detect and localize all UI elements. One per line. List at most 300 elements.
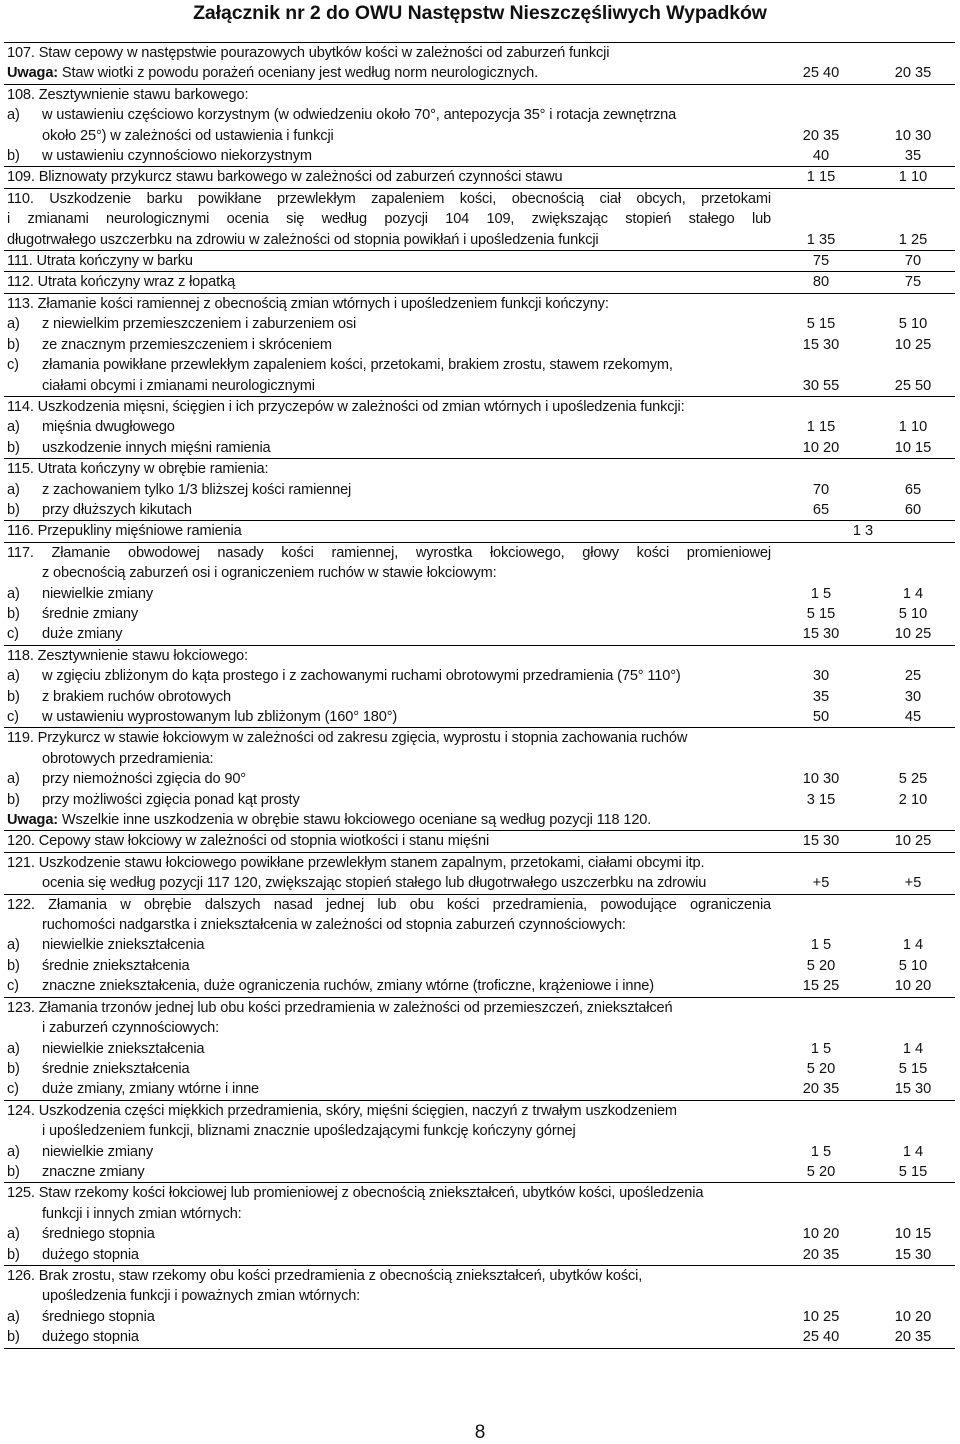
value-max: +5 bbox=[904, 875, 922, 892]
row-values bbox=[771, 459, 955, 520]
sub-item-line bbox=[4, 1224, 771, 1244]
row-description bbox=[4, 1266, 771, 1348]
value-max bbox=[871, 543, 955, 563]
item-line bbox=[4, 294, 771, 314]
value-max bbox=[871, 1266, 955, 1286]
value-min bbox=[771, 85, 871, 105]
line-text: Uwaga: Staw wiotki z powodu porażeń oceniany jest według norm neurologicznych. bbox=[7, 65, 538, 82]
value-column-2 bbox=[871, 831, 955, 851]
value-min: 10 25 bbox=[802, 1308, 840, 1325]
value-min bbox=[771, 1101, 871, 1121]
value-max: 15 30 bbox=[894, 1246, 932, 1263]
row-description bbox=[4, 85, 771, 167]
item-line bbox=[4, 810, 771, 830]
value-max bbox=[871, 1018, 955, 1038]
line-text: z zachowaniem tylko 1/3 bliższej kości ramiennej bbox=[42, 481, 352, 498]
value-column-2 bbox=[871, 167, 955, 187]
line-text: mięśnia dwugłowego bbox=[42, 419, 175, 436]
line-text: 113. Złamanie kości ramiennej z obecnością zmian wtórnych i upośledzeniem funkcji kończyny: bbox=[7, 295, 609, 312]
table-row bbox=[4, 396, 955, 458]
item-line bbox=[4, 831, 771, 851]
item-line bbox=[4, 915, 771, 935]
value-max: 2 10 bbox=[898, 791, 928, 808]
value-column-1 bbox=[771, 85, 871, 167]
item-line bbox=[4, 853, 771, 873]
value-min bbox=[771, 105, 871, 125]
line-text: z brakiem ruchów obrotowych bbox=[42, 688, 231, 705]
line-text: w ustawieniu częściowo korzystnym (w odwiedzeniu około 70°, antepozycja 35° i rotacja zewnętrzna bbox=[42, 107, 677, 124]
item-line bbox=[4, 728, 771, 748]
injury-table bbox=[4, 42, 955, 1349]
value-max: 1 4 bbox=[902, 937, 924, 954]
sub-item-label: b) bbox=[7, 1246, 20, 1263]
row-description bbox=[4, 43, 771, 84]
value-min: 50 bbox=[812, 709, 830, 725]
sub-item-label: a) bbox=[7, 668, 20, 685]
item-line bbox=[4, 209, 771, 229]
sub-item-line bbox=[4, 438, 771, 458]
table-row bbox=[4, 84, 955, 167]
value-max: 1 25 bbox=[898, 231, 928, 248]
value-min: 1 5 bbox=[810, 1040, 832, 1057]
value-max: 10 20 bbox=[894, 978, 932, 995]
value-min bbox=[771, 646, 871, 666]
row-values bbox=[771, 998, 955, 1100]
value-column-1 bbox=[771, 189, 871, 250]
value-min: 10 30 bbox=[802, 771, 840, 788]
line-text: około 25°) w zależności od ustawienia i funkcji bbox=[42, 127, 334, 144]
table-row bbox=[4, 1182, 955, 1265]
row-description bbox=[4, 521, 771, 541]
table-row bbox=[4, 997, 955, 1100]
value-min bbox=[771, 1266, 871, 1286]
line-text: obrotowych przedramienia: bbox=[42, 750, 214, 767]
value-column-2 bbox=[871, 728, 955, 830]
row-values bbox=[771, 43, 955, 84]
item-line bbox=[4, 1101, 771, 1121]
value-max bbox=[871, 1121, 955, 1141]
value-max bbox=[871, 1101, 955, 1121]
value-min bbox=[771, 1204, 871, 1224]
row-description bbox=[4, 251, 771, 271]
sub-item-line bbox=[4, 355, 771, 375]
value-max: 5 15 bbox=[898, 1163, 928, 1180]
table-row bbox=[4, 250, 955, 271]
line-text: duże zmiany, zmiany wtórne i inne bbox=[42, 1081, 260, 1098]
table-row bbox=[4, 830, 955, 851]
line-text: przy możliwości zgięcia ponad kąt prosty bbox=[42, 791, 300, 808]
line-text: ruchomości nadgarstka i zniekształcenia w zależności od stopnia zaburzeń czynnościowych: bbox=[42, 917, 626, 934]
value-column-2 bbox=[871, 459, 955, 520]
value-min bbox=[771, 895, 871, 915]
line-text: przy niemożności zgięcia do 90° bbox=[42, 771, 246, 788]
line-text: 122. Złamania w obrębie dalszych nasad jednej lub obu kości przedramienia, powodujące ograniczenia bbox=[7, 896, 771, 913]
value-max: 1 10 bbox=[898, 419, 928, 436]
value-min: 75 bbox=[812, 253, 830, 270]
table-row bbox=[4, 520, 955, 541]
line-text: 112. Utrata kończyny wraz z łopatką bbox=[7, 274, 236, 291]
sub-item-label: a) bbox=[7, 771, 20, 788]
line-text: złamania powikłane przewlekłym zapaleniem kości, przetokami, brakiem zrostu, stawem rzekomym, bbox=[42, 357, 673, 374]
value-min: 20 35 bbox=[802, 127, 840, 144]
item-line bbox=[4, 376, 771, 396]
item-line bbox=[4, 1183, 771, 1203]
sub-item-label: c) bbox=[7, 978, 19, 995]
sub-item-line bbox=[4, 1142, 771, 1162]
sub-item-line bbox=[4, 935, 771, 955]
row-description bbox=[4, 189, 771, 250]
value-min bbox=[771, 355, 871, 375]
value-max bbox=[871, 85, 955, 105]
sub-item-label: c) bbox=[7, 709, 19, 725]
value-max: 5 10 bbox=[898, 316, 928, 333]
row-description bbox=[4, 646, 771, 728]
sub-item-label: a) bbox=[7, 1308, 20, 1325]
line-text: średniego stopnia bbox=[42, 1308, 155, 1325]
value-min: 3 15 bbox=[806, 791, 836, 808]
value-max bbox=[871, 459, 955, 479]
value-min: 15 30 bbox=[802, 626, 840, 643]
item-line bbox=[4, 43, 771, 63]
line-text: upośledzenia funkcji i poważnych zmian wtórnych: bbox=[42, 1288, 361, 1305]
sub-item-label: b) bbox=[7, 957, 20, 974]
value-max: 5 10 bbox=[898, 605, 928, 622]
line-text: dużego stopnia bbox=[42, 1329, 139, 1346]
line-text: uszkodzenie innych mięśni ramienia bbox=[42, 439, 271, 456]
table-row bbox=[4, 188, 955, 250]
sub-item-line bbox=[4, 976, 771, 996]
value-min: 20 35 bbox=[802, 1081, 840, 1098]
value-min bbox=[771, 1121, 871, 1141]
item-line bbox=[4, 272, 771, 292]
sub-item-label: b) bbox=[7, 336, 20, 353]
item-line bbox=[4, 63, 771, 83]
line-text: 109. Bliznowaty przykurcz stawu barkowego w zależności od zaburzeń czynności stawu bbox=[7, 169, 563, 186]
value-column-1 bbox=[771, 251, 871, 271]
value-max: 25 50 bbox=[894, 377, 932, 394]
value-max bbox=[871, 355, 955, 375]
value-min bbox=[771, 1018, 871, 1038]
item-line bbox=[4, 543, 771, 563]
value-max: 1 10 bbox=[898, 169, 928, 186]
table-row bbox=[4, 271, 955, 292]
item-line bbox=[4, 895, 771, 915]
value-min: 40 bbox=[812, 148, 830, 165]
value-column-1 bbox=[771, 1101, 871, 1183]
value-column-2 bbox=[871, 1266, 955, 1348]
row-values bbox=[771, 397, 955, 458]
value-min: 25 40 bbox=[802, 65, 840, 82]
sub-item-label: a) bbox=[7, 107, 20, 124]
value-column-1 bbox=[771, 521, 955, 541]
sub-item-label: b) bbox=[7, 148, 20, 165]
value-max: 10 15 bbox=[894, 1226, 932, 1243]
table-row bbox=[4, 166, 955, 187]
value-min: 5 20 bbox=[806, 957, 836, 974]
row-values bbox=[771, 543, 955, 645]
value-min: 1 35 bbox=[806, 231, 836, 248]
item-line bbox=[4, 167, 771, 187]
value-max bbox=[871, 915, 955, 935]
line-text: 117. Złamanie obwodowej nasady kości ramiennej, wyrostka łokciowego, głowy kości promieniowej bbox=[7, 544, 771, 561]
value-min: 1 5 bbox=[810, 937, 832, 954]
sub-item-label: b) bbox=[7, 605, 20, 622]
sub-item-line bbox=[4, 584, 771, 604]
line-text: i upośledzeniem funkcji, bliznami znacznie upośledzającymi funkcję kończyny górnej bbox=[42, 1123, 576, 1140]
row-values bbox=[771, 1101, 955, 1183]
row-values bbox=[771, 853, 955, 894]
row-values bbox=[771, 294, 955, 396]
line-text: 111. Utrata kończyny w barku bbox=[7, 253, 193, 270]
sub-item-line bbox=[4, 1079, 771, 1099]
value-max bbox=[871, 853, 955, 873]
sub-item-line bbox=[4, 604, 771, 624]
line-text: Uwaga: Wszelkie inne uszkodzenia w obrębie stawu łokciowego oceniane są według pozycji 118 120. bbox=[7, 812, 652, 829]
value-max: 10 25 bbox=[894, 626, 932, 643]
value-column-2 bbox=[871, 895, 955, 997]
line-text: duże zmiany bbox=[42, 626, 123, 643]
value-max: 1 4 bbox=[902, 1040, 924, 1057]
sub-item-label: a) bbox=[7, 419, 20, 436]
sub-item-line bbox=[4, 1039, 771, 1059]
item-line bbox=[4, 1286, 771, 1306]
sub-item-label: b) bbox=[7, 439, 20, 456]
sub-item-label: b) bbox=[7, 501, 20, 518]
row-values bbox=[771, 895, 955, 997]
line-text: średnie zniekształcenia bbox=[42, 957, 190, 974]
row-description bbox=[4, 459, 771, 520]
line-text: i zmianami neurologicznymi ocenia się według pozycji 104 109, zwiększając stopień stałego lub bbox=[7, 211, 771, 228]
sub-item-line bbox=[4, 790, 771, 810]
value-min: 15 25 bbox=[802, 978, 840, 995]
sub-item-line bbox=[4, 1327, 771, 1347]
row-description bbox=[4, 1183, 771, 1265]
value-max bbox=[871, 895, 955, 915]
value-min bbox=[771, 1183, 871, 1203]
row-values bbox=[771, 272, 955, 292]
value-max bbox=[871, 397, 955, 417]
table-row bbox=[4, 542, 955, 645]
value-max bbox=[871, 646, 955, 666]
line-text: znaczne zmiany bbox=[42, 1163, 145, 1180]
row-description bbox=[4, 728, 771, 830]
value-max: 5 10 bbox=[898, 957, 928, 974]
row-description bbox=[4, 294, 771, 396]
item-line bbox=[4, 1266, 771, 1286]
value-max: 1 4 bbox=[902, 585, 924, 602]
value-max bbox=[871, 749, 955, 769]
value-min bbox=[771, 459, 871, 479]
value-column-1 bbox=[771, 1183, 871, 1265]
sub-item-label: a) bbox=[7, 1040, 20, 1057]
value-min bbox=[771, 998, 871, 1018]
line-text: niewielkie zmiany bbox=[42, 585, 154, 602]
line-text: 123. Złamania trzonów jednej lub obu kości przedramienia w zależności od przemieszczeń, zniekształceń bbox=[7, 999, 673, 1016]
line-text: znaczne zniekształcenia, duże ograniczenia ruchów, zmiany wtórne (troficzne, krążeniowe i inne) bbox=[42, 978, 654, 995]
value-max: 45 bbox=[904, 709, 922, 725]
line-text: niewielkie zmiany bbox=[42, 1143, 154, 1160]
item-line bbox=[4, 646, 771, 666]
value-max bbox=[871, 728, 955, 748]
row-description bbox=[4, 831, 771, 851]
value-column-2 bbox=[871, 1101, 955, 1183]
table-row bbox=[4, 42, 955, 84]
sub-item-label: c) bbox=[7, 357, 19, 374]
page-number: 8 bbox=[474, 1422, 486, 1443]
row-values bbox=[771, 1183, 955, 1265]
value-max: 25 bbox=[904, 668, 922, 685]
sub-item-line bbox=[4, 417, 771, 437]
value-min bbox=[771, 209, 871, 229]
sub-item-label: a) bbox=[7, 937, 20, 954]
value-column-1 bbox=[771, 43, 871, 84]
value-column-1 bbox=[771, 853, 871, 894]
line-text: ciałami obcymi i zmianami neurologicznymi bbox=[42, 377, 315, 394]
value-min bbox=[771, 563, 871, 583]
value-max: 10 15 bbox=[894, 439, 932, 456]
line-text: 114. Uszkodzenia mięsni, ścięgien i ich przyczepów w zależności od zmian wtórnych i upośledzenia funkcji: bbox=[7, 398, 685, 415]
sub-item-line bbox=[4, 105, 771, 125]
value-max: 5 25 bbox=[898, 771, 928, 788]
value-min: 5 15 bbox=[806, 316, 836, 333]
value-min: 1 3 bbox=[852, 523, 874, 540]
value-min bbox=[771, 43, 871, 63]
sub-item-line bbox=[4, 480, 771, 500]
sub-item-label: a) bbox=[7, 481, 20, 498]
value-max bbox=[871, 294, 955, 314]
value-max bbox=[871, 810, 955, 830]
value-max bbox=[871, 105, 955, 125]
sub-item-line bbox=[4, 146, 771, 166]
line-text: 119. Przykurcz w stawie łokciowym w zależności od zakresu zgięcia, wyprostu i stopnia zachowania ruchów bbox=[7, 730, 688, 747]
value-min bbox=[771, 294, 871, 314]
item-line bbox=[4, 459, 771, 479]
value-column-2 bbox=[871, 646, 955, 728]
value-column-2 bbox=[871, 43, 955, 84]
line-text: funkcji i innych zmian wtórnych: bbox=[42, 1205, 242, 1222]
value-min: 15 30 bbox=[802, 833, 840, 850]
line-text: przy dłuższych kikutach bbox=[42, 501, 192, 518]
value-max: 15 30 bbox=[894, 1081, 932, 1098]
sub-item-line bbox=[4, 1162, 771, 1182]
table-row bbox=[4, 458, 955, 520]
item-line bbox=[4, 126, 771, 146]
sub-item-line bbox=[4, 666, 771, 686]
value-min: +5 bbox=[812, 875, 830, 892]
table-row bbox=[4, 1265, 955, 1349]
sub-item-line bbox=[4, 1245, 771, 1265]
row-values bbox=[771, 1266, 955, 1348]
row-description bbox=[4, 272, 771, 292]
value-min bbox=[771, 543, 871, 563]
value-column-1 bbox=[771, 831, 871, 851]
line-text: długotrwałego uszczerbku na zdrowiu w zależności od stopnia powikłań i upośledzenia funkcji bbox=[7, 231, 599, 248]
value-column-1 bbox=[771, 397, 871, 458]
value-max: 70 bbox=[904, 253, 922, 270]
value-column-1 bbox=[771, 272, 871, 292]
row-values bbox=[771, 728, 955, 830]
row-description bbox=[4, 167, 771, 187]
value-min bbox=[771, 1286, 871, 1306]
line-text: 107. Staw cepowy w następstwie pourazowych ubytków kości w zależności od zaburzeń funkcji bbox=[7, 45, 610, 61]
value-column-2 bbox=[871, 251, 955, 271]
item-line bbox=[4, 1204, 771, 1224]
value-max bbox=[871, 209, 955, 229]
sub-item-line bbox=[4, 769, 771, 789]
value-max: 20 35 bbox=[894, 1329, 932, 1346]
value-min: 5 20 bbox=[806, 1060, 836, 1077]
value-max: 10 20 bbox=[894, 1308, 932, 1325]
item-line bbox=[4, 1018, 771, 1038]
value-column-1 bbox=[771, 1266, 871, 1348]
line-text: w ustawieniu czynnościowo niekorzystnym bbox=[42, 148, 312, 165]
sub-item-line bbox=[4, 687, 771, 707]
value-max: 10 25 bbox=[894, 336, 932, 353]
sub-item-label: c) bbox=[7, 1081, 19, 1098]
value-min bbox=[771, 749, 871, 769]
value-column-2 bbox=[871, 998, 955, 1100]
value-min bbox=[771, 853, 871, 873]
line-text: niewielkie zniekształcenia bbox=[42, 1040, 205, 1057]
line-text: 118. Zesztywnienie stawu łokciowego: bbox=[7, 647, 248, 664]
line-text: niewielkie zniekształcenia bbox=[42, 937, 205, 954]
value-min bbox=[771, 189, 871, 209]
value-column-1 bbox=[771, 728, 871, 830]
sub-item-label: a) bbox=[7, 1226, 20, 1243]
row-description bbox=[4, 397, 771, 458]
row-values bbox=[771, 831, 955, 851]
row-values bbox=[771, 521, 955, 541]
value-column-2 bbox=[871, 1183, 955, 1265]
value-column-2 bbox=[871, 294, 955, 396]
line-text: ocenia się według pozycji 117 120, zwiększając stopień stałego lub długotrwałego uszczerbku na zdrowiu bbox=[42, 875, 707, 892]
sub-item-label: a) bbox=[7, 316, 20, 333]
item-line bbox=[4, 521, 771, 541]
sub-item-label: a) bbox=[7, 585, 20, 602]
value-column-2 bbox=[871, 543, 955, 645]
line-text: w ustawieniu wyprostowanym lub zbliżonym (160° 180°) bbox=[42, 709, 398, 725]
line-text: 121. Uszkodzenie stawu łokciowego powikłane przewlekłym stanem zapalnym, przetokami, ciałami obcymi itp. bbox=[7, 854, 705, 871]
sub-item-line bbox=[4, 1307, 771, 1327]
value-min: 20 35 bbox=[802, 1246, 840, 1263]
value-column-1 bbox=[771, 459, 871, 520]
row-description bbox=[4, 543, 771, 645]
value-min: 35 bbox=[812, 688, 830, 705]
line-text: średnie zmiany bbox=[42, 605, 139, 622]
value-column-1 bbox=[771, 998, 871, 1100]
row-values bbox=[771, 85, 955, 167]
sub-item-line bbox=[4, 335, 771, 355]
value-column-1 bbox=[771, 294, 871, 396]
line-text: 120. Cepowy staw łokciowy w zależności od stopnia wiotkości i stanu mięśni bbox=[7, 833, 490, 850]
value-min: 80 bbox=[812, 274, 830, 291]
value-min: 1 15 bbox=[806, 169, 836, 186]
value-max: 10 25 bbox=[894, 833, 932, 850]
item-line bbox=[4, 230, 771, 250]
row-values bbox=[771, 251, 955, 271]
value-column-2 bbox=[871, 272, 955, 292]
value-max: 30 bbox=[904, 688, 922, 705]
value-max: 60 bbox=[904, 501, 922, 518]
table-row bbox=[4, 852, 955, 894]
value-min: 15 30 bbox=[802, 336, 840, 353]
row-description bbox=[4, 1101, 771, 1183]
value-column-1 bbox=[771, 895, 871, 997]
item-line bbox=[4, 397, 771, 417]
value-max: 5 15 bbox=[898, 1060, 928, 1077]
sub-item-label: b) bbox=[7, 791, 20, 808]
item-line bbox=[4, 873, 771, 893]
